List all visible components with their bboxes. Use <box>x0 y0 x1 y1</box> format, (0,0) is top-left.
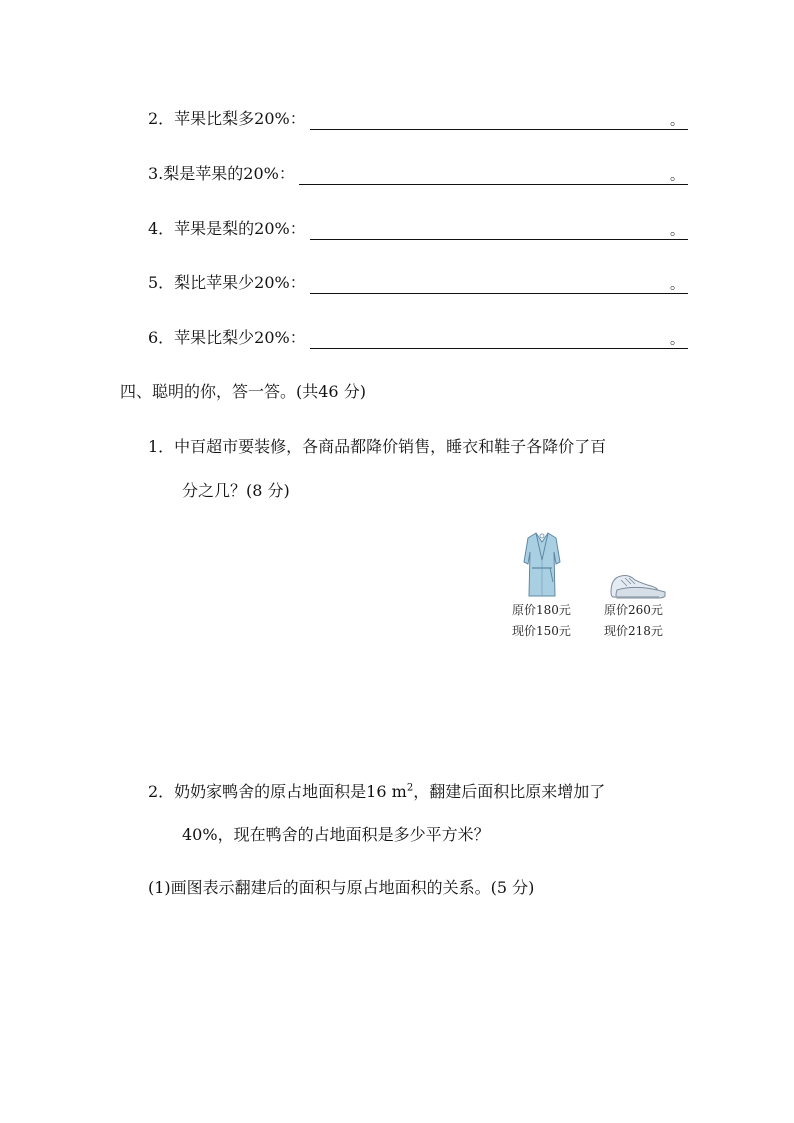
answer-blank[interactable] <box>310 273 688 294</box>
robe-original-price: 原价180元 <box>512 603 571 617</box>
question-2-line1 <box>148 782 605 802</box>
robe-icon <box>520 530 564 600</box>
fill-item-6 <box>148 325 688 349</box>
fill-item-2 <box>148 106 688 130</box>
question-1-line1: 1．中百超市要装修，各商品都降价销售，睡衣和鞋子各降价了百 <box>148 437 607 456</box>
question-2-sub1: (1)画图表示翻建后的面积与原占地面积的关系。(5 分) <box>148 878 535 897</box>
section-heading: 四、聪明的你，答一答。(共46 分) <box>120 382 366 401</box>
period-mark: 。 <box>670 332 684 348</box>
fill-item-5 <box>148 270 688 294</box>
shoes-original-price: 原价260元 <box>604 603 663 617</box>
fill-item-label: 6．苹果比梨少20%： <box>148 328 306 347</box>
question-2-text-b: ，翻建后面积比原来增加了 <box>413 782 606 801</box>
answer-blank[interactable] <box>299 164 688 185</box>
answer-blank[interactable] <box>310 109 688 130</box>
fill-item-3 <box>148 161 688 185</box>
question-1-line2: 分之几？(8 分) <box>182 481 290 500</box>
period-mark: 。 <box>670 223 684 239</box>
answer-blank[interactable] <box>310 219 688 240</box>
shoes-icon <box>607 568 669 600</box>
shoes-current-price: 现价218元 <box>604 624 663 638</box>
period-mark: 。 <box>670 113 684 129</box>
fill-item-label: 5．梨比苹果少20%： <box>148 273 306 292</box>
fill-item-label: 3.梨是苹果的20%： <box>148 164 295 183</box>
superscript: 2 <box>406 782 414 794</box>
question-2-line2: 40%，现在鸭舍的占地面积是多少平方米？ <box>182 825 490 844</box>
fill-item-4 <box>148 216 688 240</box>
period-mark: 。 <box>670 168 684 184</box>
answer-blank[interactable] <box>310 328 688 349</box>
fill-item-label: 2．苹果比梨多20%： <box>148 109 306 128</box>
question-2-text-a: 2．奶奶家鸭舍的原占地面积是16 m <box>148 782 407 801</box>
period-mark: 。 <box>670 277 684 293</box>
fill-item-label: 4．苹果是梨的20%： <box>148 219 306 238</box>
robe-current-price: 现价150元 <box>512 624 571 638</box>
